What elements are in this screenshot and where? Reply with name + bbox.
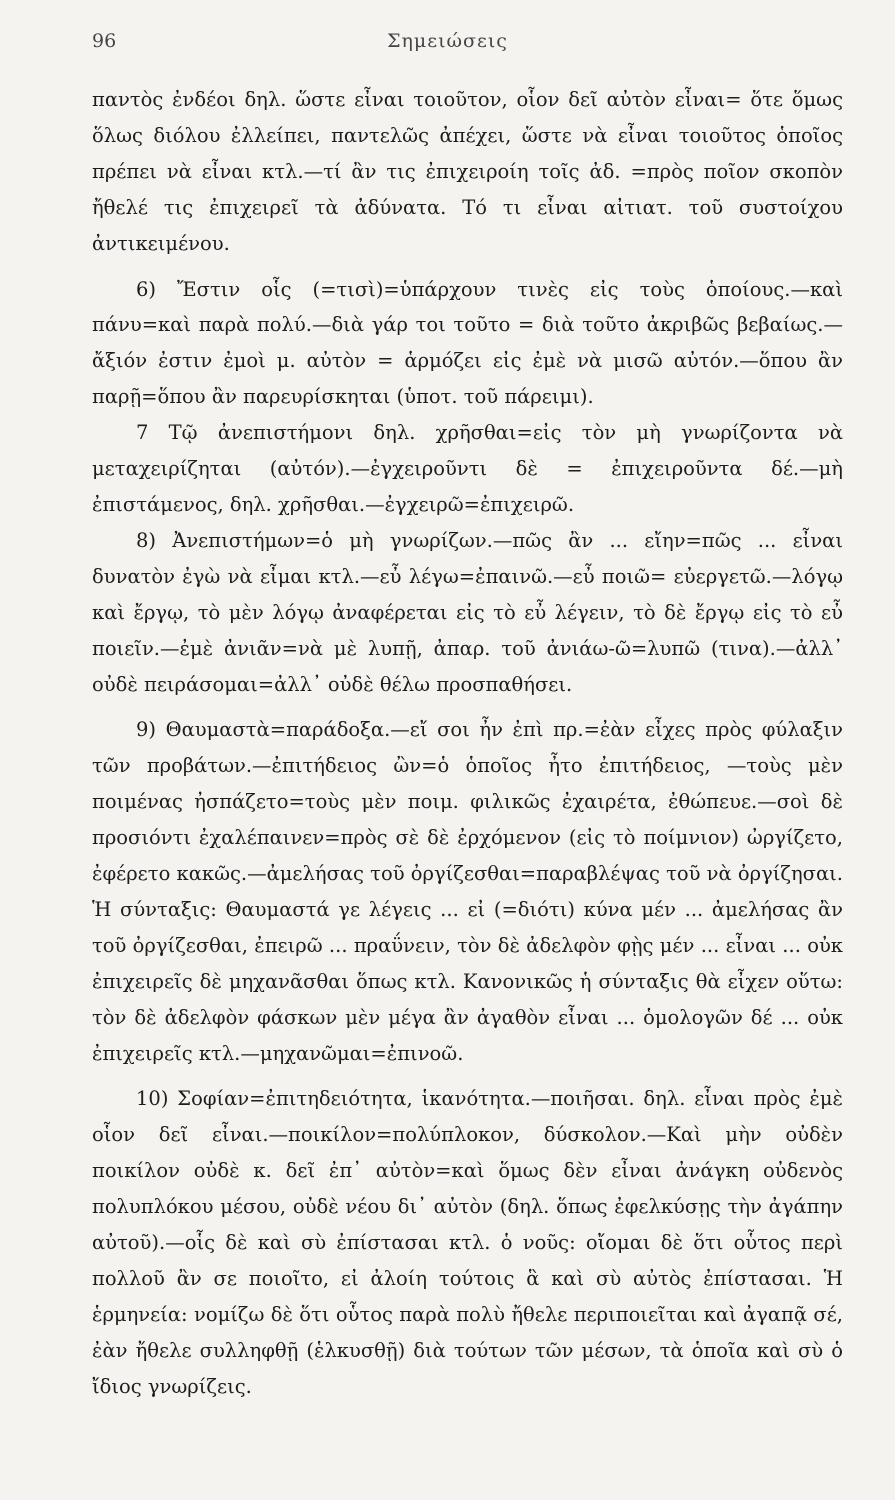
paragraph-continued: παντὸς ἐνδέοι δηλ. ὥστε εἶναι τοιοῦτον, οἷον δεῖ αὐτὸν εἶναι= ὅτε ὅμως ὅλως διόλου ἐλλείπει, παντελῶς ἀπέχει, ὥστε νὰ εἶναι τοιοῦτος ὁποῖος πρέπει νὰ εἶναι κτλ.—τί ἂν τις ἐπιχειροίη τοῖς ἀδ. =πρὸς ποῖον σκοπὸν ἤθελέ τις ἐπιχειρεῖ τὰ ἀδύνατα. Τό τι εἶναι αἰτιατ. τοῦ συστοίχου ἀντικειμένου. bbox=[92, 88, 843, 255]
notes-body bbox=[92, 82, 843, 1405]
page-header bbox=[92, 30, 803, 60]
note-8: 8) Ἀνεπιστήμων=ὁ μὴ γνωρίζων.—πῶς ἂν ... εἴην=πῶς ... εἶναι δυνατὸν ἐγὼ νὰ εἶμαι κτλ.—εὖ λέγω=ἐπαινῶ.—εὖ ποιῶ= εὐεργετῶ.—λόγῳ καὶ ἔργῳ, τὸ μὲν λόγῳ ἀναφέρεται εἰς τὸ εὖ λέγειν, τὸ δὲ ἔργῳ εἰς τὸ εὖ ποιεῖν.—ἐμὲ ἀνιᾶν=νὰ μὲ λυπῇ, ἀπαρ. τοῦ ἀνιάω-ῶ=λυπῶ (τινα).—ἀλλ᾽ οὐδὲ πειράσομαι=ἀλλ᾽ οὐδὲ θέλω προσπαθήσει. bbox=[92, 528, 843, 696]
note-6: 6) Ἔστιν οἷς (=τισὶ)=ὑπάρχουν τινὲς εἰς τοὺς ὁποίους.—καὶ πάνυ=καὶ παρὰ πολύ.—διὰ γάρ τοι τοῦτο = διὰ τοῦτο ἀκριβῶς βεβαίως.—ἄξιόν ἐστιν ἐμοὶ μ. αὐτὸν = ἁρμόζει εἰς ἐμὲ νὰ μισῶ αὐτόν.—ὅπου ἂν παρῇ=ὅπου ἂν παρευρίσκηται (ὑποτ. τοῦ πάρειμι). bbox=[92, 277, 843, 409]
note-7: 7 Τῷ ἀνεπιστήμονι δηλ. χρῆσθαι=εἰς τὸν μὴ γνωρίζοντα νὰ μεταχειρίζηται (αὐτόν).—ἐγχειροῦντι δὲ = ἐπιχειροῦντα δέ.—μὴ ἐπιστάμενος, δηλ. χρῆσθαι.—ἐγχειρῶ=ἐπιχειρῶ. bbox=[92, 421, 843, 516]
note-10: 10) Σοφίαν=ἐπιτηδειότητα, ἱκανότητα.—ποιῆσαι. δηλ. εἶναι πρὸς ἐμὲ οἷον δεῖ εἶναι.—ποικίλον=πολύπλοκον, δύσκολον.—Καὶ μὴν οὐδὲν ποικίλον οὐδὲ κ. δεῖ ἐπ᾽ αὐτὸν=καὶ ὅμως δὲν εἶναι ἀνάγκη οὐδενὸς πολυπλόκου μέσου, οὐδὲ νέου δι᾽ αὐτὸν (δηλ. ὅπως ἐφελκύσῃς τὴν ἀγάπην αὐτοῦ).—οἷς δὲ καὶ σὺ ἐπίστασαι κτλ. ὁ νοῦς: οἴομαι δὲ ὅτι οὗτος περὶ πολλοῦ ἂν σε ποιοῖτο, εἰ ἀλοίη τούτοις ἃ καὶ σὺ αὐτὸς ἐπίστασαι. Ἡ ἑρμηνεία: νομίζω δὲ ὅτι οὗτος παρὰ πολὺ ἤθελε περιποιεῖται καὶ ἀγαπᾷ σέ, ἐὰν ἤθελε συλληφθῇ (ἑλκυσθῇ) διὰ τούτων τῶν μέσων, τὰ ὁποῖα καὶ σὺ ὁ ἴδιος γνωρίζεις. bbox=[92, 1087, 843, 1398]
note-9: 9) Θαυμαστὰ=παράδοξα.—εἴ σοι ἦν ἐπὶ πρ.=ἐὰν εἶχες πρὸς φύλαξιν τῶν προβάτων.—ἐπιτήδειος ὢν=ὁ ὁποῖος ἦτο ἐπιτήδειος, —τοὺς μὲν ποιμένας ἠσπάζετο=τοὺς μὲν ποιμ. φιλικῶς ἐχαιρέτα, ἐθώπευε.—σοὶ δὲ προσιόντι ἐχαλέπαινεν=πρὸς σὲ δὲ ἐρχόμενον (εἰς τὸ ποίμνιον) ὠργίζετο, ἐφέρετο κακῶς.—ἀμελήσας τοῦ ὀργίζεσθαι=παραβλέψας τοῦ νὰ ὀργίζησαι. Ἡ σύνταξις: Θαυμαστά γε λέγεις ... εἰ (=διότι) κύνα μέν ... ἀμελήσας ἂν τοῦ ὀργίζεσθαι, ἐπειρῶ ... πραΰνειν, τὸν δὲ ἀδελφὸν φῂς μέν ... εἶναι ... οὐκ ἐπιχειρεῖς δὲ μηχανᾶσθαι ὅπως κτλ. Κανονικῶς ἡ σύνταξις θὰ εἶχεν οὕτω: τὸν δὲ ἀδελφὸν φάσκων μὲν μέγα ἂν ἀγαθὸν εἶναι ... ὁμολογῶν δέ ... οὐκ ἐπιχειρεῖς κτλ.—μηχανῶμαι=ἐπινοῶ. bbox=[92, 718, 843, 1065]
page-number: 96 bbox=[92, 30, 117, 52]
running-head: Σημειώσεις bbox=[387, 30, 508, 52]
